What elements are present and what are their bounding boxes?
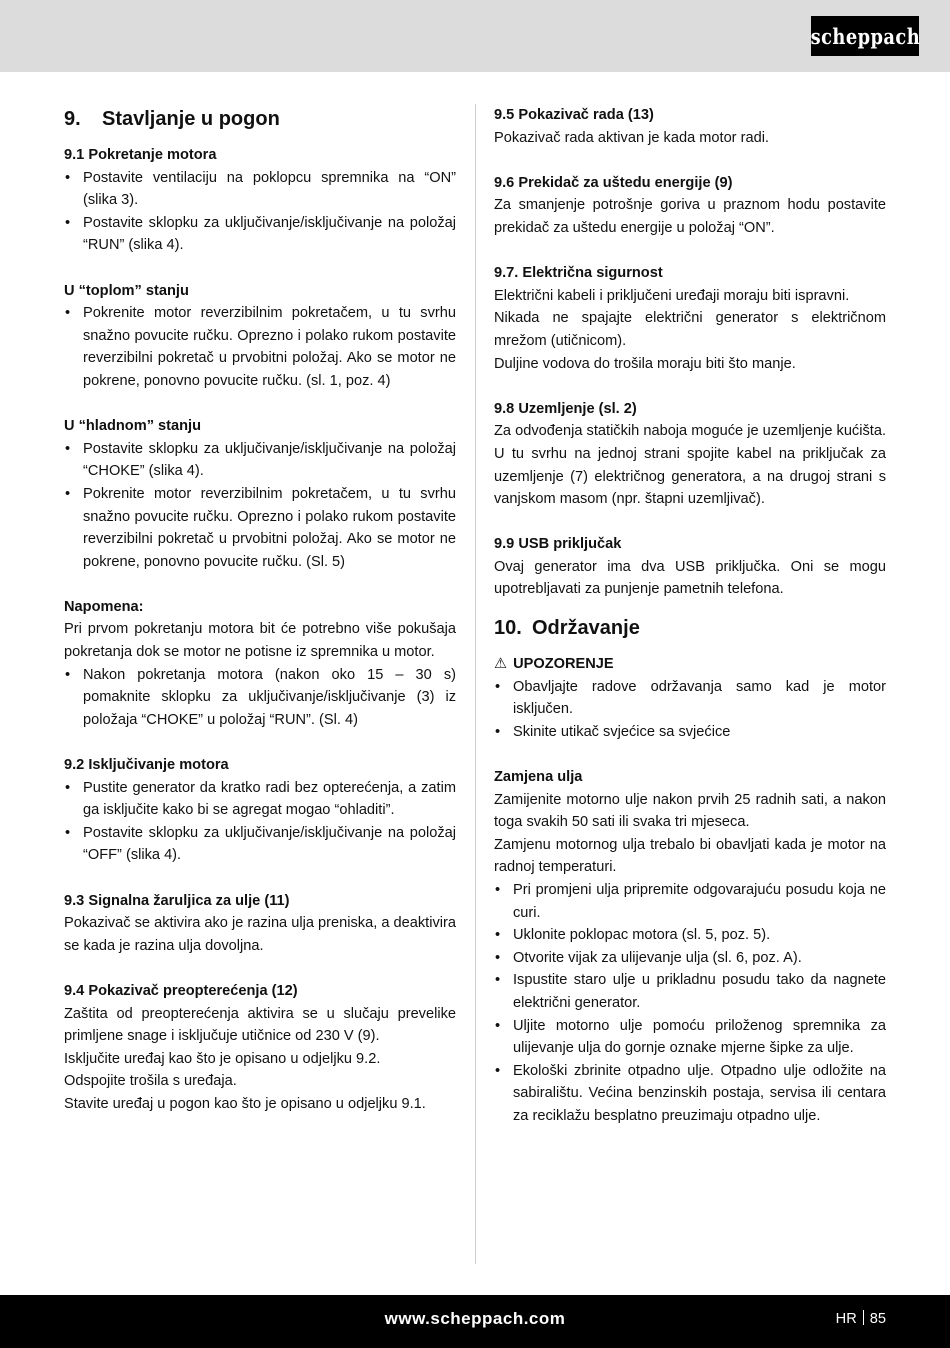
subsection-title: 9.4 Pokazivač preopterećenja (12) [64,982,298,999]
paragraph: Duljine vodova do trošila moraju biti što manje. [494,355,796,372]
paragraph: Električni kabeli i priključeni uređaji moraju biti ispravni. [494,287,850,304]
list-item: • Nakon pokretanja motora (nakon oko 15 – 30 s) pomaknite sklopku za uključivanje/isključivanje (3) iz položaja “CHOKE” u položaj “RUN”. (Sl. 4) [64,664,456,732]
warning-icon: ⚠ [494,656,508,673]
right-column [494,104,886,1128]
subsection-title: Zamjena ulja [494,769,583,786]
list-item: • Pokrenite motor reverzibilnim pokretačem, u tu svrhu snažno povucite ručku. Oprezno i polako rukom postavite reverzibilni pokretač u prvobitni položaj. Ako se motor ne pokrene, ponovno povucite ručku. (Sl. 5) [64,483,456,573]
paragraph: Zamjenu motornog ulja trebalo bi obavljati kada je motor na radnoj temperaturi. [494,836,886,876]
subsection-title: 9.5 Pokazivač rada (13) [494,107,654,123]
section-number: 10. [494,617,522,640]
note-title: Napomena: [64,598,144,615]
footer-url[interactable]: www.scheppach.com [384,1309,566,1328]
bullet-list [494,879,886,1128]
section-heading-9 [64,104,456,134]
header-band [0,0,950,72]
subsection-title: 9.1 Pokretanje motora [64,147,217,163]
page-indicator [836,1310,886,1327]
subsection-title: 9.3 Signalna žaruljica za ulje (11) [64,892,290,909]
column-divider [475,104,476,1264]
section-heading-10 [494,613,886,643]
subsection-title: 9.9 USB priključak [494,536,622,553]
paragraph: Nikada ne spajajte električni generator s električnom mrežom (utičnicom). [494,310,886,349]
warning-label: UPOZORENJE [513,656,614,673]
paragraph: Zaštita od preopterećenja aktivira se u slučaju prevelike primljene snage i isključuje utičnice od 230 V (9). [64,1005,456,1045]
bullet-list [64,167,456,257]
paragraph: Zamijenite motorno ulje nakon prvih 25 radnih sati, a nakon toga svakih 50 sati ili svaka tri mjeseca. [494,791,886,831]
list-item: • Postavite sklopku za uključivanje/isključivanje na položaj “RUN” (slika 4). [64,212,456,257]
list-item: • Postavite sklopku za uključivanje/isključivanje na položaj “OFF” (slika 4). [64,822,456,867]
list-item: • Pokrenite motor reverzibilnim pokretačem, u tu svrhu snažno povucite ručku. Oprezno i polako rukom postavite reverzibilni pokretač u prvobitni položaj. Ako se motor ne pokrene, ponovno povucite ručku. (sl. 1, poz. 4) [64,302,456,392]
subsection-title: 9.7. Električna sigurnost [494,265,663,282]
paragraph: Za smanjenje potrošnje goriva u praznom hodu postavite prekidač za uštedu energije u položaj “ON”. [494,197,886,236]
bullet-list [494,676,886,744]
language-code: HR [835,1311,857,1327]
warning-title [494,653,886,676]
paragraph: Pri prvom pokretanju motora bit će potrebno više pokušaja pokretanja dok se motor ne potisne iz spremnika u motor. [64,621,456,661]
list-item: • Uklonite poklopac motora (sl. 5, poz. 5). [494,924,886,947]
list-item: • Obavljajte radove održavanja samo kad je motor isključen. [494,676,886,721]
separator [863,1310,864,1325]
list-item: • Postavite sklopku za uključivanje/isključivanje na položaj “CHOKE” (slika 4). [64,438,456,483]
paragraph: Stavite uređaj u pogon kao što je opisano u odjeljku 9.1. [64,1095,426,1112]
bullet-list [64,777,456,867]
list-item: • Ekološki zbrinite otpadno ulje. Otpadno ulje odložite na sabiralištu. Većina benzinskih postaja, servisa ili centara za reciklažu besplatno preuzimaju otpadno ulje. [494,1060,886,1128]
list-item: • Ispustite staro ulje u prikladnu posudu tako da nagnete električni generator. [494,969,886,1014]
paragraph: Odspojite trošila s uređaja. [64,1073,237,1090]
subsection-title: 9.8 Uzemljenje (sl. 2) [494,400,637,417]
left-column [64,104,456,1116]
section-title: Održavanje [532,617,640,640]
subsection-title: U “hladnom” stanju [64,418,202,435]
list-item: • Pri promjeni ulja pripremite odgovarajuću posudu koja ne curi. [494,879,886,924]
paragraph: Za odvođenja statičkih naboja moguće je uzemljenje kućišta. U tu svrhu na jednoj strani spojite kabel na priključak za uzemljenje (7) električnog generatora, a na drugoj strani s vanjskom masom (npr. štapni uzemljivač). [494,423,886,508]
paragraph: Pokazivač rada aktivan je kada motor radi. [494,129,769,146]
section-number: 9. [64,108,81,130]
bullet-list [64,664,456,732]
page-number: 85 [869,1311,886,1327]
paragraph: Pokazivač se aktivira ako je razina ulja preniska, a deaktivira se kada je razina ulja dovoljna. [64,915,456,954]
list-item: • Pustite generator da kratko radi bez opterećenja, a zatim ga isključite kako bi se agregat mogao “ohladiti”. [64,777,456,822]
list-item: • Uljite motorno ulje pomoću priloženog spremnika za ulijevanje ulja do gornje oznake mjerne šipke za ulje. [494,1015,886,1060]
bullet-list [64,302,456,392]
footer-bar [0,1295,950,1348]
list-item: • Otvorite vijak za ulijevanje ulja (sl. 6, poz. A). [494,947,886,970]
paragraph: Isključite uređaj kao što je opisano u odjeljku 9.2. [64,1050,381,1067]
paragraph: Ovaj generator ima dva USB priključka. Oni se mogu upotrebljavati za punjenje pametnih telefona. [494,558,886,598]
brand-logo [811,16,919,56]
subsection-title: 9.6 Prekidač za uštedu energije (9) [494,174,733,191]
list-item: • Postavite ventilaciju na poklopcu spremnika na “ON” (slika 3). [64,167,456,212]
bullet-list [64,438,456,574]
brand-logo-text: scheppach [810,23,920,49]
list-item: • Skinite utikač svjećice sa svjećice [494,721,886,744]
subsection-title: U “toplom” stanju [64,282,189,299]
section-title: Stavljanje u pogon [102,108,280,130]
subsection-title: 9.2 Isključivanje motora [64,757,229,774]
